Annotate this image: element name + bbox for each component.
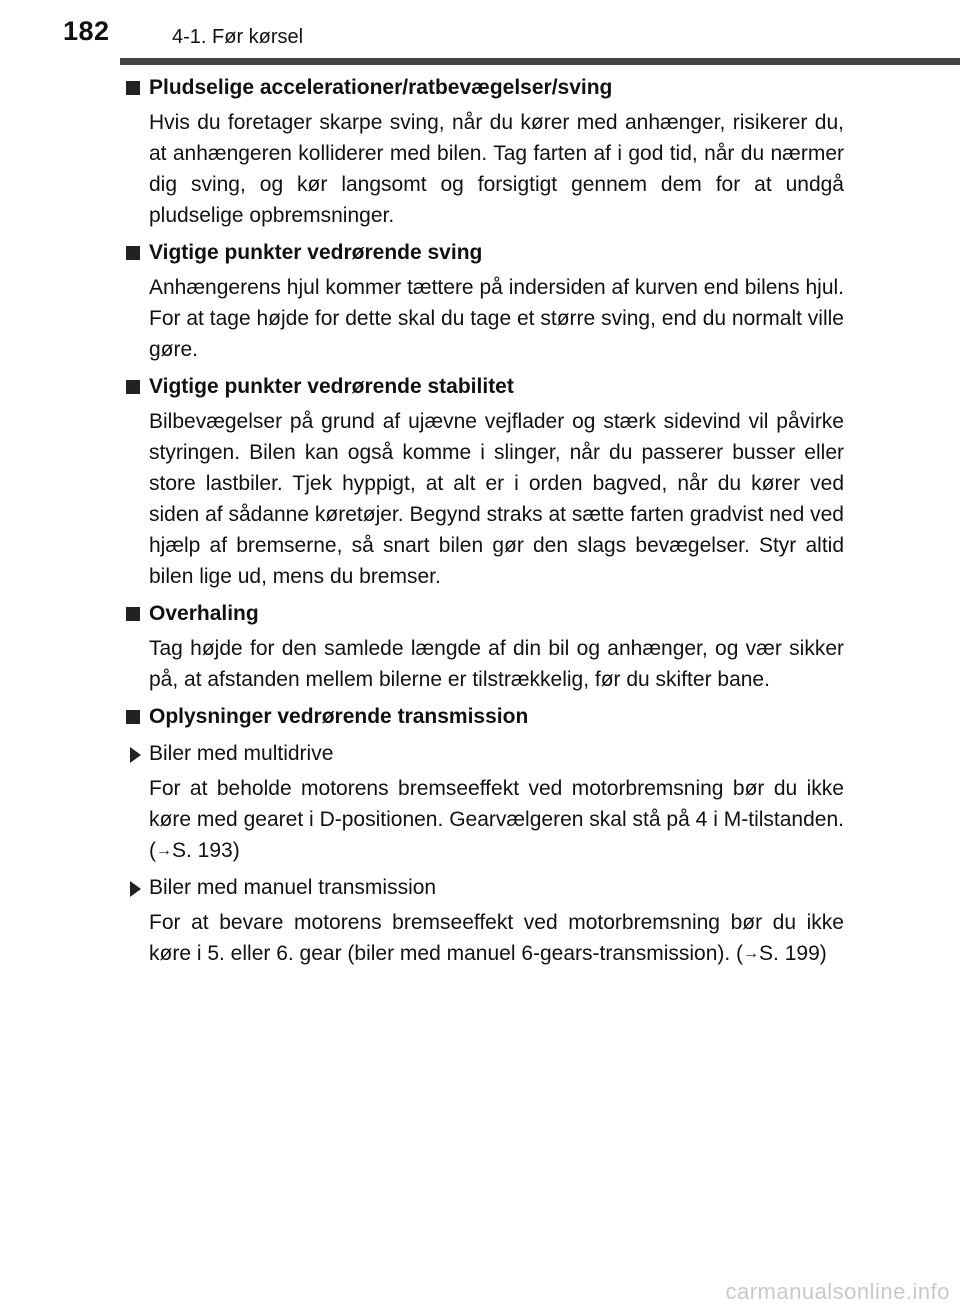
page-header <box>0 0 960 66</box>
subsection-heading <box>120 873 844 903</box>
section-heading <box>120 599 844 629</box>
page-number: 182 <box>63 16 110 46</box>
section-heading-text: Pludselige accelerationer/ratbevægelser/sving <box>149 76 613 99</box>
subsection-heading-text: Biler med multidrive <box>149 742 334 765</box>
section-turning <box>120 238 844 365</box>
section-heading <box>120 702 844 732</box>
section-heading-text: Vigtige punkter vedrørende stabilitet <box>149 375 514 398</box>
subsection-heading <box>120 739 844 769</box>
square-bullet-icon <box>126 710 140 724</box>
section-heading <box>120 238 844 268</box>
section-heading-text: Oplysninger vedrørende transmission <box>149 705 529 728</box>
subsection-heading-text: Biler med manuel transmission <box>149 876 437 899</box>
triangle-bullet-icon <box>130 881 141 897</box>
square-bullet-icon <box>126 246 140 260</box>
section-sudden-moves <box>120 73 844 231</box>
header-rule <box>120 58 960 65</box>
section-paragraph: Tag højde for den samlede længde af din bil og anhænger, og vær sikker på, at afstanden mellem bilerne er tilstrækkelig, før du skifter bane. <box>149 637 844 691</box>
arrow-right-icon: → <box>743 945 760 962</box>
page-content <box>120 66 844 969</box>
section-title: 4-1. Før kørsel <box>172 26 304 48</box>
subsection-paragraph-text: For at bevare motorens bremseeffekt ved motorbremsning bør du ikke køre i 5. eller 6. gear (biler med manuel 6-gears-transmission). ( <box>149 911 844 965</box>
subsection-paragraph-text: For at beholde motorens bremseeffekt ved motorbremsning bør du ikke køre med gearet i D-positionen. Gearvælgeren skal stå på 4 i M-tilstanden. ( <box>149 777 844 862</box>
section-paragraph: Hvis du foretager skarpe sving, når du kører med anhænger, risikerer du, at anhængeren kolliderer med bilen. Tag farten af i god tid, når du nærmer dig sving, og kør langsomt og forsigtigt gennem dem for at undgå pludselige opbremsninger. <box>149 111 844 227</box>
triangle-bullet-icon <box>130 747 141 763</box>
section-heading <box>120 372 844 402</box>
section-overtaking <box>120 599 844 695</box>
page-reference-link[interactable]: S. 193) <box>172 839 240 862</box>
page-reference-link[interactable]: S. 199) <box>759 942 827 965</box>
section-heading <box>120 73 844 103</box>
section-paragraph: Anhængerens hjul kommer tættere på indersiden af kurven end bilens hjul. For at tage højde for dette skal du tage et større sving, end du normalt ville gøre. <box>149 276 844 361</box>
section-heading-text: Vigtige punkter vedrørende sving <box>149 241 483 264</box>
subsection-paragraph <box>120 907 844 969</box>
section-heading-text: Overhaling <box>149 602 259 625</box>
arrow-right-icon: → <box>156 842 172 859</box>
section-transmission <box>120 702 844 969</box>
section-stability <box>120 372 844 592</box>
square-bullet-icon <box>126 81 140 95</box>
watermark: carmanualsonline.info <box>725 1279 950 1304</box>
section-paragraph: Bilbevægelser på grund af ujævne vejflader og stærk sidevind vil påvirke styringen. Bilen kan også komme i slinger, når du passerer busser eller store lastbiler. Tjek hyppigt, at alt er i orden bagved, når du kører ved siden af sådanne køretøjer. Begynd straks at sætte farten gradvist ned ved hjælp af bremserne, så snart bilen gør den slags bevægelser. Styr altid bilen lige ud, mens du bremser. <box>149 410 844 588</box>
subsection-paragraph <box>120 773 844 866</box>
square-bullet-icon <box>126 607 140 621</box>
square-bullet-icon <box>126 380 140 394</box>
